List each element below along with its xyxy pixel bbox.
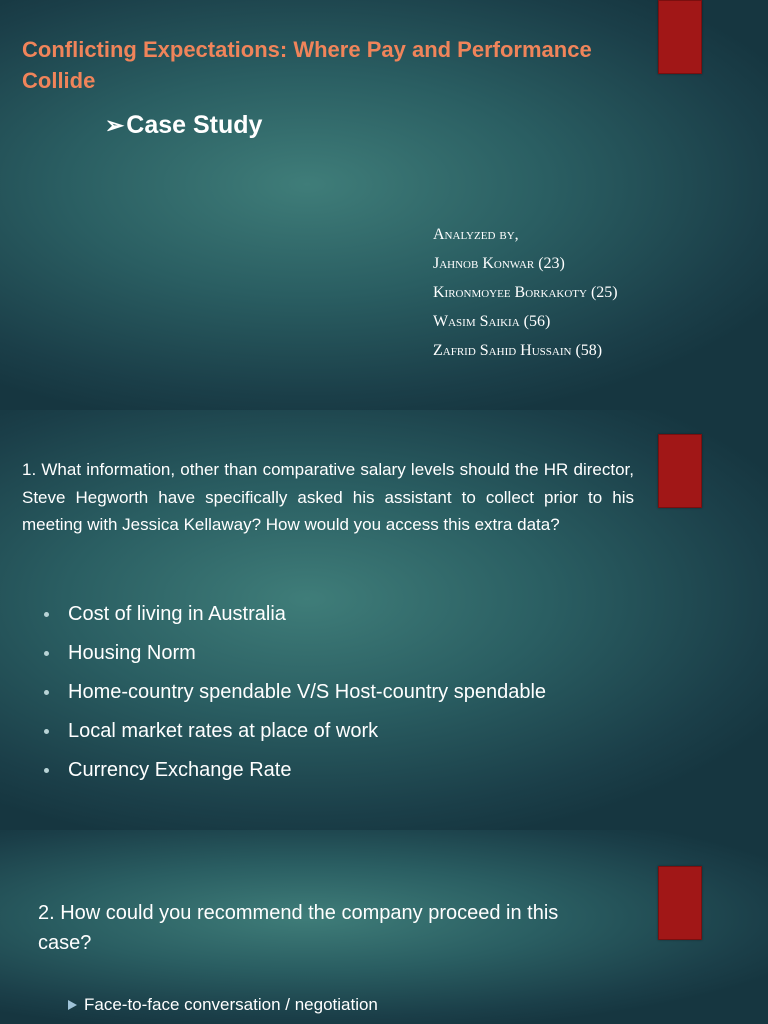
red-accent-tab [658,866,702,940]
bullet-list [44,595,546,790]
bullet-dot-icon [44,612,49,617]
slide-question-1 [0,410,768,830]
triangle-bullet-icon [68,1000,77,1010]
team-member: Zafrid Sahid Hussain (58) [433,342,603,359]
list-item [44,712,546,751]
list-item-text: Housing Norm [68,642,196,664]
slide-question-2 [0,830,768,1024]
list-item [44,673,546,712]
list-item-text: Currency Exchange Rate [68,759,292,781]
bullet-dot-icon [44,651,49,656]
list-item [44,595,546,634]
analyzed-by-block [433,220,618,365]
subtitle-text: Case Study [126,111,263,139]
red-accent-tab [658,434,702,508]
answer-text: Face-to-face conversation / negotiation [84,995,378,1014]
bullet-dot-icon [44,690,49,695]
arrow-bullet-icon: ➢ [105,112,125,138]
team-member: Wasim Saikia (56) [433,313,551,330]
list-item [44,751,546,790]
team-member: Kironmoyee Borkakoty (25) [433,284,618,301]
list-item-text: Home-country spendable V/S Host-country spendable [68,681,547,703]
question-text: 2. How could you recommend the company proceed in this case? [38,902,559,954]
team-member: Jahnob Konwar (23) [433,255,565,272]
bullet-dot-icon [44,768,49,773]
slide-title-heading: Conflicting Expectations: Where Pay and Performance Collide [22,37,592,93]
list-item-text: Cost of living in Australia [68,603,286,625]
answer-item [68,994,378,1016]
bullet-dot-icon [44,729,49,734]
slide-title [0,0,768,410]
red-accent-tab [658,0,702,74]
question-text: 1. What information, other than comparative salary levels should the HR director, Steve Hegworth have specifically asked his assistant to collect prior to his meeting with Jessica Kellaway? How would you access this extra data? [22,460,634,534]
list-item-text: Local market rates at place of work [68,720,379,742]
list-item [44,634,546,673]
subtitle [105,108,262,142]
analyzed-by-heading: Analyzed by, [433,226,519,243]
